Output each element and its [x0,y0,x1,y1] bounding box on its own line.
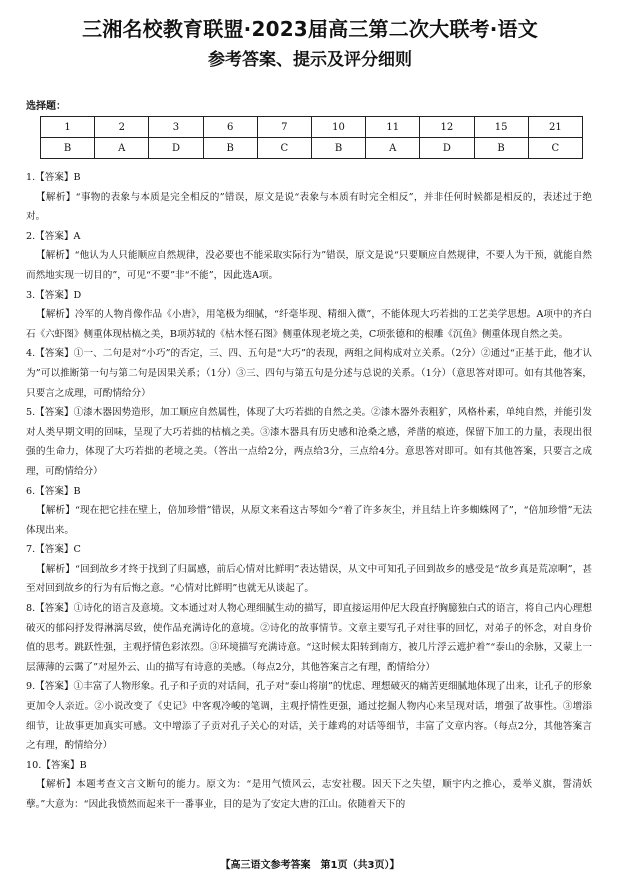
page-title: 三湘名校教育联盟·2023届高三第二次大联考·语文 [82,17,538,41]
answer-item-1 [26,168,592,227]
question-number: 21 [528,117,582,138]
answer-letter: C [257,138,311,159]
page-footer: 【高三语文参考答案 第1页（共3页）】 [220,860,400,871]
answer-letter: C [528,138,582,159]
answer-text: 4.【答案】①一、二句是对“小巧”的否定，三、四、五句是“大巧”的表现，两组之间构成对立关系。（2分）②通过“正基于此，他才认为”可以推断第一句与第二句是因果关系；（1分）③三、四句与第五句是分述与总说的关系。（1分）（意思答对即可。如有其他答案，只要言之成理，可酌情给分） [26,348,592,399]
answer-key: 6.【答案】B [26,485,81,497]
explanation-text: 【解析】本题考查文言文断句的能力。原文为：“是用气愤风云，志安社稷。因天下之失望，顺宇内之推心，爰举义旗，誓清妖孽。”大意为：“因此我愤然而起来干一番事业，目的是为了安定大唐的江山。依随着天下的 [26,779,592,810]
answer-letter: B [474,138,528,159]
answer-text: 8.【答案】①诗化的语言及意境。文本通过对人物心理细腻生动的描写，即直接运用仲尼大段直抒胸臆独白式的语言，将自己内心理想破灭的郁闷抒发得淋漓尽致，使作品充满诗化的意境。②诗化的故事情节。文章主要写孔子对往事的回忆，对弟子的怀念，对自身价值的思考。跳跃性强，主观抒情色彩浓烈。③环境描写充满诗意。“这时候太阳转到南方，被几片浮云遮护着”“泰山的余脉，又蒙上一层薄薄的云霭了”对屋外云、山的描写有诗意的美感。（每点2分，其他答案言之有理，酌情给分） [26,603,592,673]
answer-item-8 [26,599,592,677]
explanation-text: 【解析】“现在把它挂在壁上，倍加珍惜”错误，从原文来看这古琴如今“着了许多灰尘，并且结上许多蜘蛛网了”，“倍加珍惜”无法体现出来。 [26,505,592,536]
answer-explanations [26,168,592,815]
question-number: 3 [149,117,203,138]
answer-table [40,116,583,159]
answer-text: 5.【答案】①漆木器因势造形，加工顺应自然属性，体现了大巧若拙的自然之美。②漆木器外表粗犷，风格朴素，单纯自然，并能引发对人类早期文明的回味，呈现了大巧若拙的枯槁之美。③漆木器具有历史感和沧桑之感，斧凿的痕迹，保留下加工的力量，表现出很强的生命力，体现了大巧若拙的老境之美。（答出一点给2分，两点给3分，三点给4分。意思答对即可。如有其他答案，只要言之成理，可酌情给分） [26,407,592,477]
answer-key: 2.【答案】A [26,230,81,242]
question-number: 7 [257,117,311,138]
answer-letter: D [420,138,474,159]
explanation-text: 【解析】“事物的表象与本质是完全相反的”错误，原文是说“表象与本质有时完全相反”，并非任何时候都是相反的，表述过于绝对。 [26,191,592,223]
question-number: 6 [203,117,257,138]
answer-key: 3.【答案】D [26,289,82,301]
answer-item-9 [26,677,592,755]
explanation-text: 【解析】“回到故乡才终于找到了归属感，前后心情对比鲜明”表达错误，从文中可知孔子回到故乡的感受是“故乡真是荒凉啊”，甚至对回到故乡的行为有后悔之意。“心情对比鲜明”也就无从谈起了。 [26,563,592,595]
answer-letter: B [41,138,95,159]
question-number: 1 [41,117,95,138]
answer-item-2 [26,227,592,286]
question-number: 10 [311,117,365,138]
page-subtitle: 参考答案、提示及评分细则 [208,50,412,70]
answer-key: 10.【答案】B [26,759,87,771]
answer-letter: A [366,138,420,159]
answer-key: 1.【答案】B [26,172,81,183]
answer-letter: B [203,138,257,159]
explanation-text: 【解析】“他认为人只能顺应自然规律，没必要也不能采取实际行为”错误，原文是说“只要顺应自然规律，不要人为干预，就能自然而然地实现一切目的”，可见“不要”非“不能”，因此选A项。 [26,250,592,281]
answer-letter-row [41,138,583,159]
explanation-text: 【解析】冷军的人物肖像作品《小唐》，用笔极为细腻，“纤毫毕现、精细入微”，不能体现大巧若拙的工艺美学思想。A项中的齐白石《六虾图》侧重体现枯槁之美，B项苏轼的《枯木怪石图》侧重体现老境之美，C项张德和的根雕《沉鱼》侧重体现自然之美。 [26,309,592,340]
answer-text: 9.【答案】①丰富了人物形象。孔子和子贡的对话间，孔子对“泰山将崩”的忧虑、理想破灭的痛苦更细腻地体现了出来，让孔子的形象更加令人亲近。②小说改变了《史记》中客观冷峻的笔调，主观抒情性更强，通过挖掘人物内心来呈现对话，增强了故事性。③增添细节，让故事更加真实可感。文中增添了子贡对孔子关心的对话，关于雄鸡的对话等细节，丰富了文章内容。（每点2分，其他答案言之有理，酌情给分） [26,681,592,752]
answer-item-5 [26,403,592,481]
question-number: 11 [366,117,420,138]
answer-item-3 [26,286,592,345]
answer-key: 7.【答案】C [26,544,81,556]
question-number: 2 [95,117,149,138]
answer-item-10 [26,756,592,815]
answer-item-4 [26,344,592,403]
question-number: 15 [474,117,528,138]
question-number-row [41,117,583,138]
answer-item-7 [26,540,592,599]
answer-letter: A [95,138,149,159]
answer-letter: D [149,138,203,159]
question-number: 12 [420,117,474,138]
answer-letter: B [311,138,365,159]
answer-item-6 [26,482,592,541]
selection-label: 选择题： [26,101,66,112]
